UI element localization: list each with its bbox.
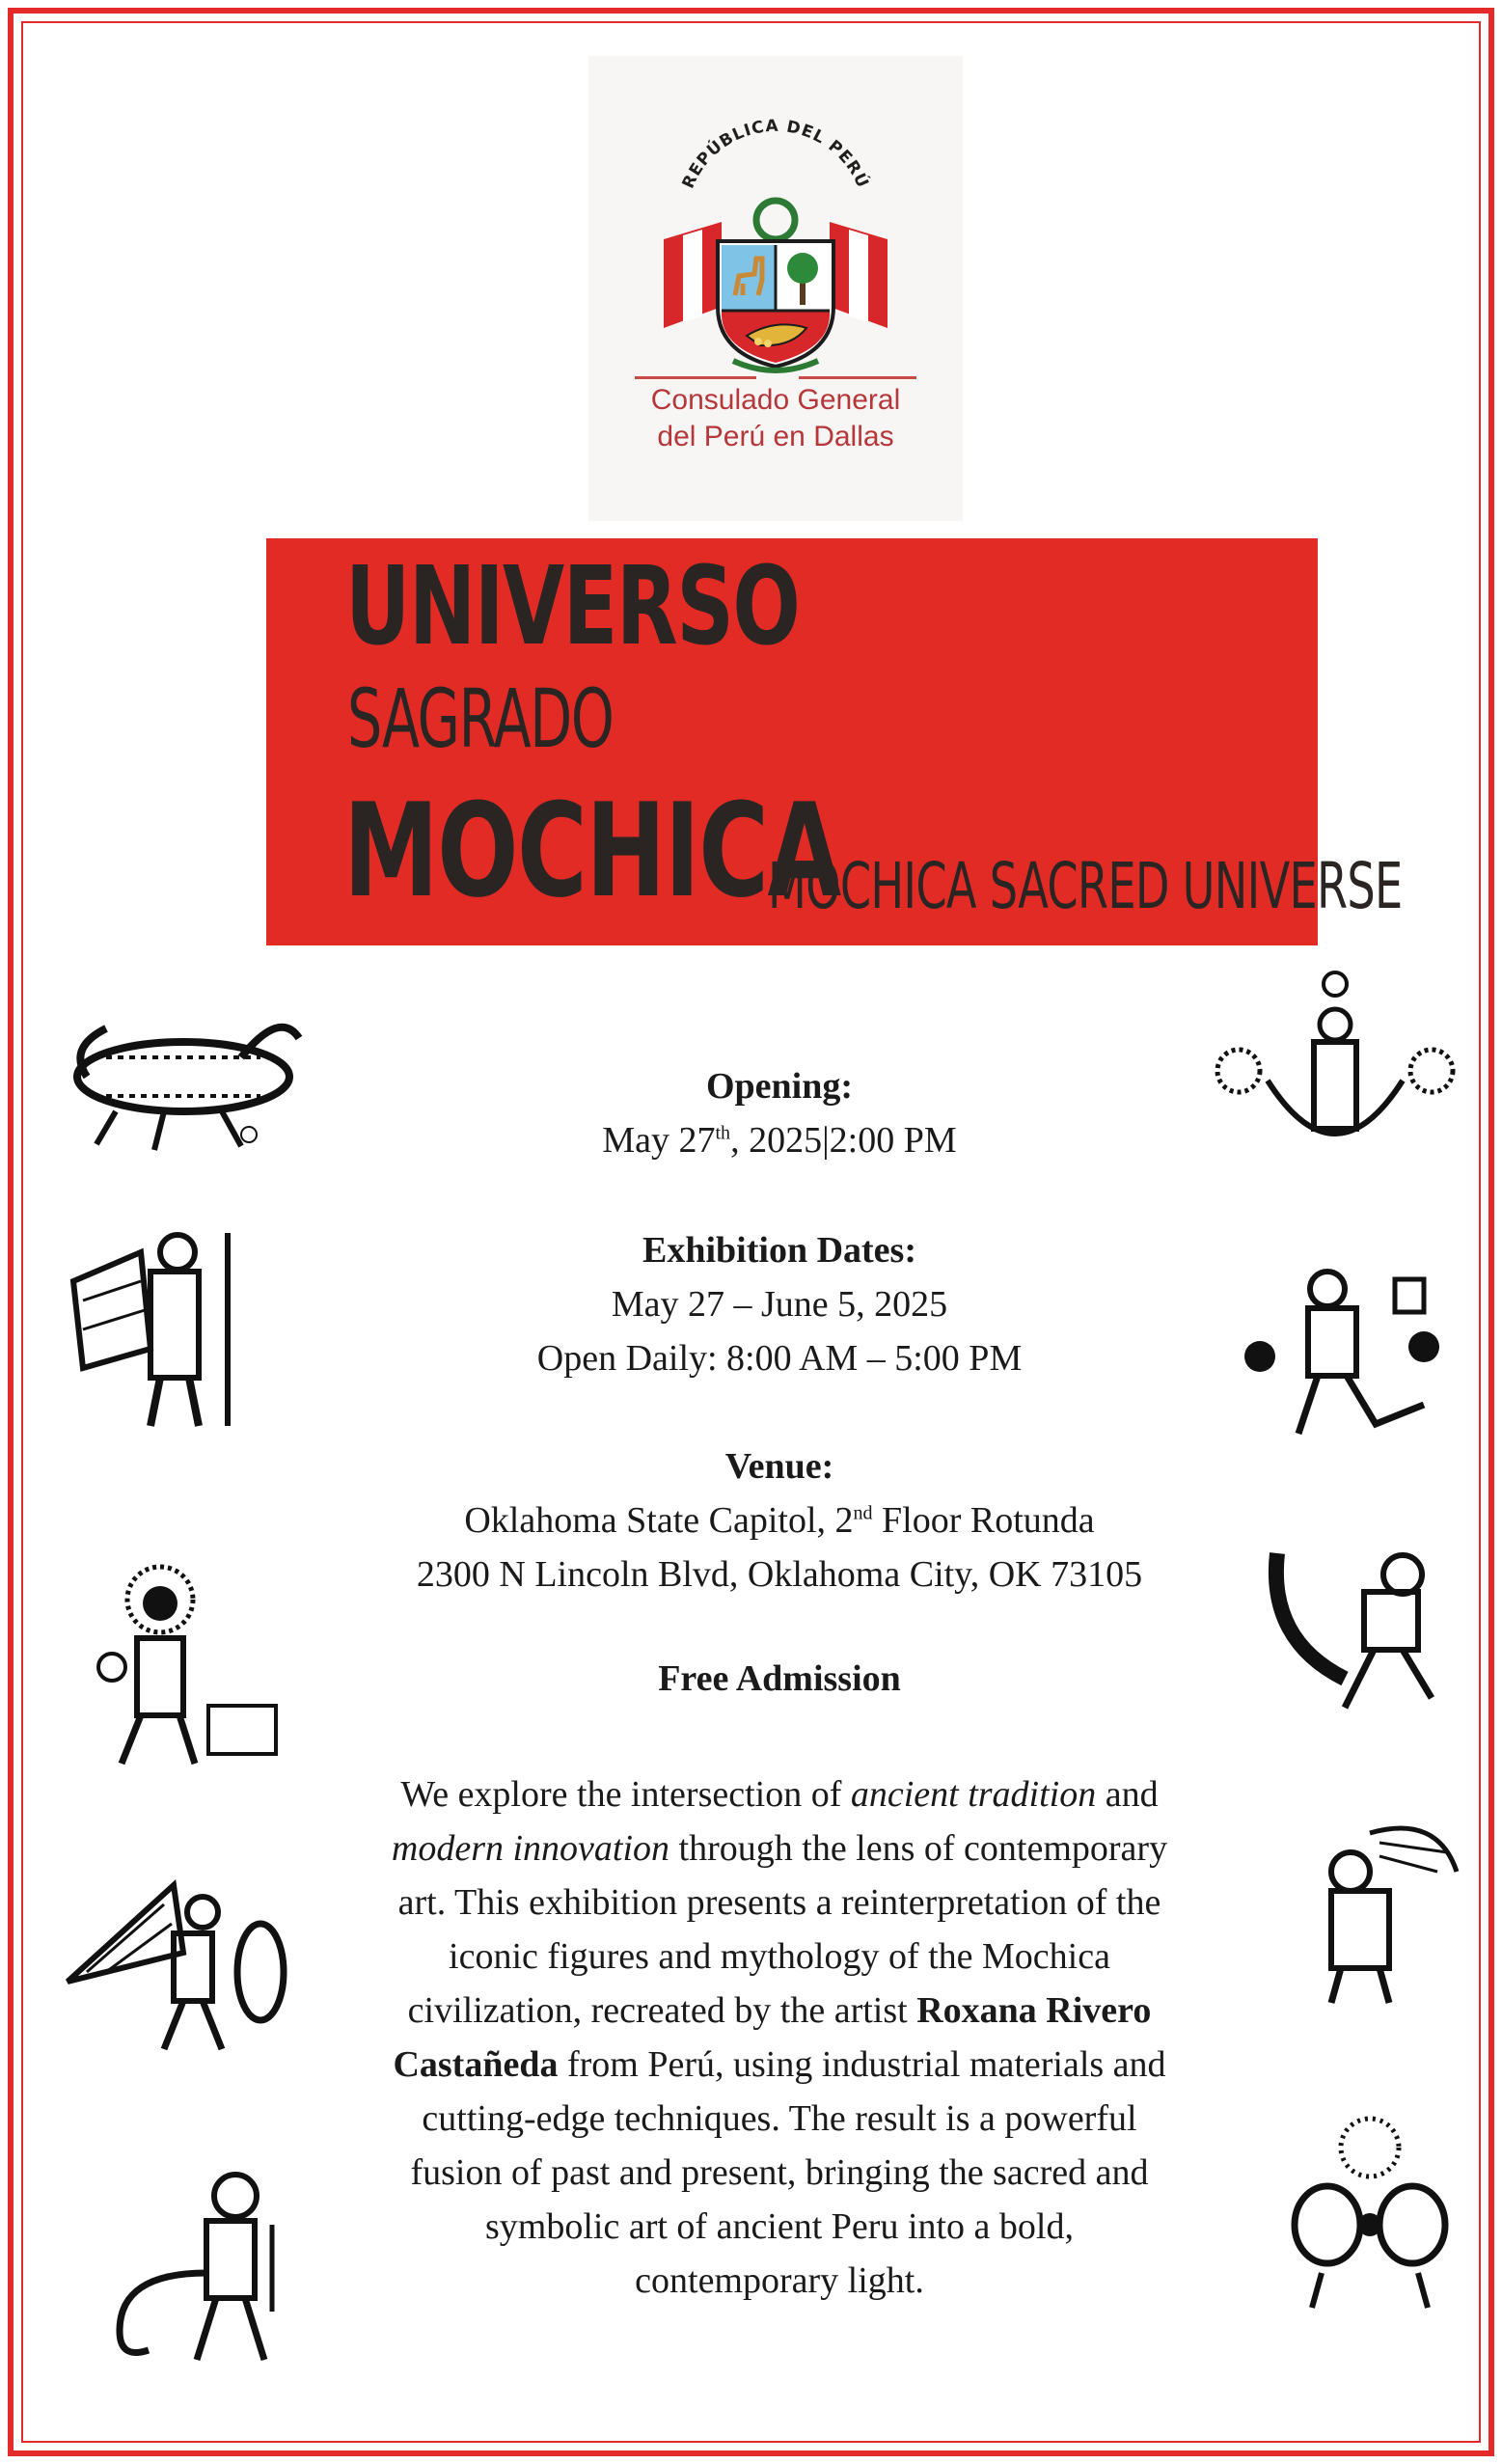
banner-word-mochica: MOCHICA: [343, 776, 840, 926]
exhibition-section: [367, 1223, 1192, 1385]
consulate-logo: [588, 56, 963, 521]
mochica-illustration-icon: [1283, 2109, 1457, 2312]
mochica-illustration-icon: [100, 2167, 293, 2369]
mochica-illustration-icon: [64, 1214, 266, 1445]
title-banner: [266, 538, 1403, 945]
exhibition-dates: May 27 – June 5, 2025: [611, 1284, 948, 1325]
consulate-line-2: del Perú en Dallas: [657, 421, 894, 452]
opening-datetime: May 27th, 2025|2:00 PM: [602, 1120, 957, 1161]
banner-word-sagrado: SAGRADO: [347, 671, 614, 766]
admission-text: Free Admission: [658, 1658, 901, 1699]
consulate-line-1: Consulado General: [650, 384, 901, 416]
mochica-illustration-icon: [1258, 1544, 1461, 1717]
banner-subtitle: MOCHICA SACRED UNIVERSE: [768, 849, 1403, 923]
seal-arc-text: REPÚBLICA DEL PERÚ: [678, 116, 873, 192]
venue-line-1: Oklahoma State Capitol, 2nd Floor Rotunda: [464, 1500, 1095, 1541]
venue-line-2: 2300 N Lincoln Blvd, Oklahoma City, OK 73105: [416, 1554, 1143, 1595]
venue-label: Venue:: [724, 1446, 834, 1487]
opening-label: Opening:: [705, 1066, 854, 1107]
exhibition-hours: Open Daily: 8:00 AM – 5:00 PM: [536, 1338, 1023, 1379]
banner-word-universo: UNIVERSO: [345, 544, 800, 670]
svg-text:REPÚBLICA DEL PERÚ: [679, 117, 875, 192]
mochica-illustration-icon: [48, 980, 318, 1160]
exhibition-label: Exhibition Dates:: [642, 1230, 916, 1271]
description-paragraph: We explore the intersection of ancient tradition and modern innovation through the lens of contemporary art. This exhibition presents a reinterpretation of the iconic figures and mythology of the Mochica civilization, recreated by the artist Roxana Rivero Castañeda from Perú, using industrial materials and cutting-edge techniques. The result is a powerful fusion of past and present, bringing the sacred and symbolic art of ancient Peru into a bold, contemporary light.: [391, 1774, 1168, 2301]
mochica-illustration-icon: [1231, 1250, 1453, 1443]
consulate-rule-left: [635, 376, 756, 379]
mochica-illustration-icon: [83, 1551, 286, 1773]
mochica-illustration-icon: [58, 1866, 299, 2059]
opening-section: [367, 1059, 1192, 1167]
mochica-illustration-icon: [1210, 965, 1461, 1173]
admission-section: [367, 1652, 1192, 1706]
peru-coat-of-arms-icon: [646, 114, 905, 374]
venue-section: [367, 1439, 1192, 1602]
mochica-illustration-icon: [1293, 1814, 1462, 2007]
consulate-rule-right: [799, 376, 916, 379]
